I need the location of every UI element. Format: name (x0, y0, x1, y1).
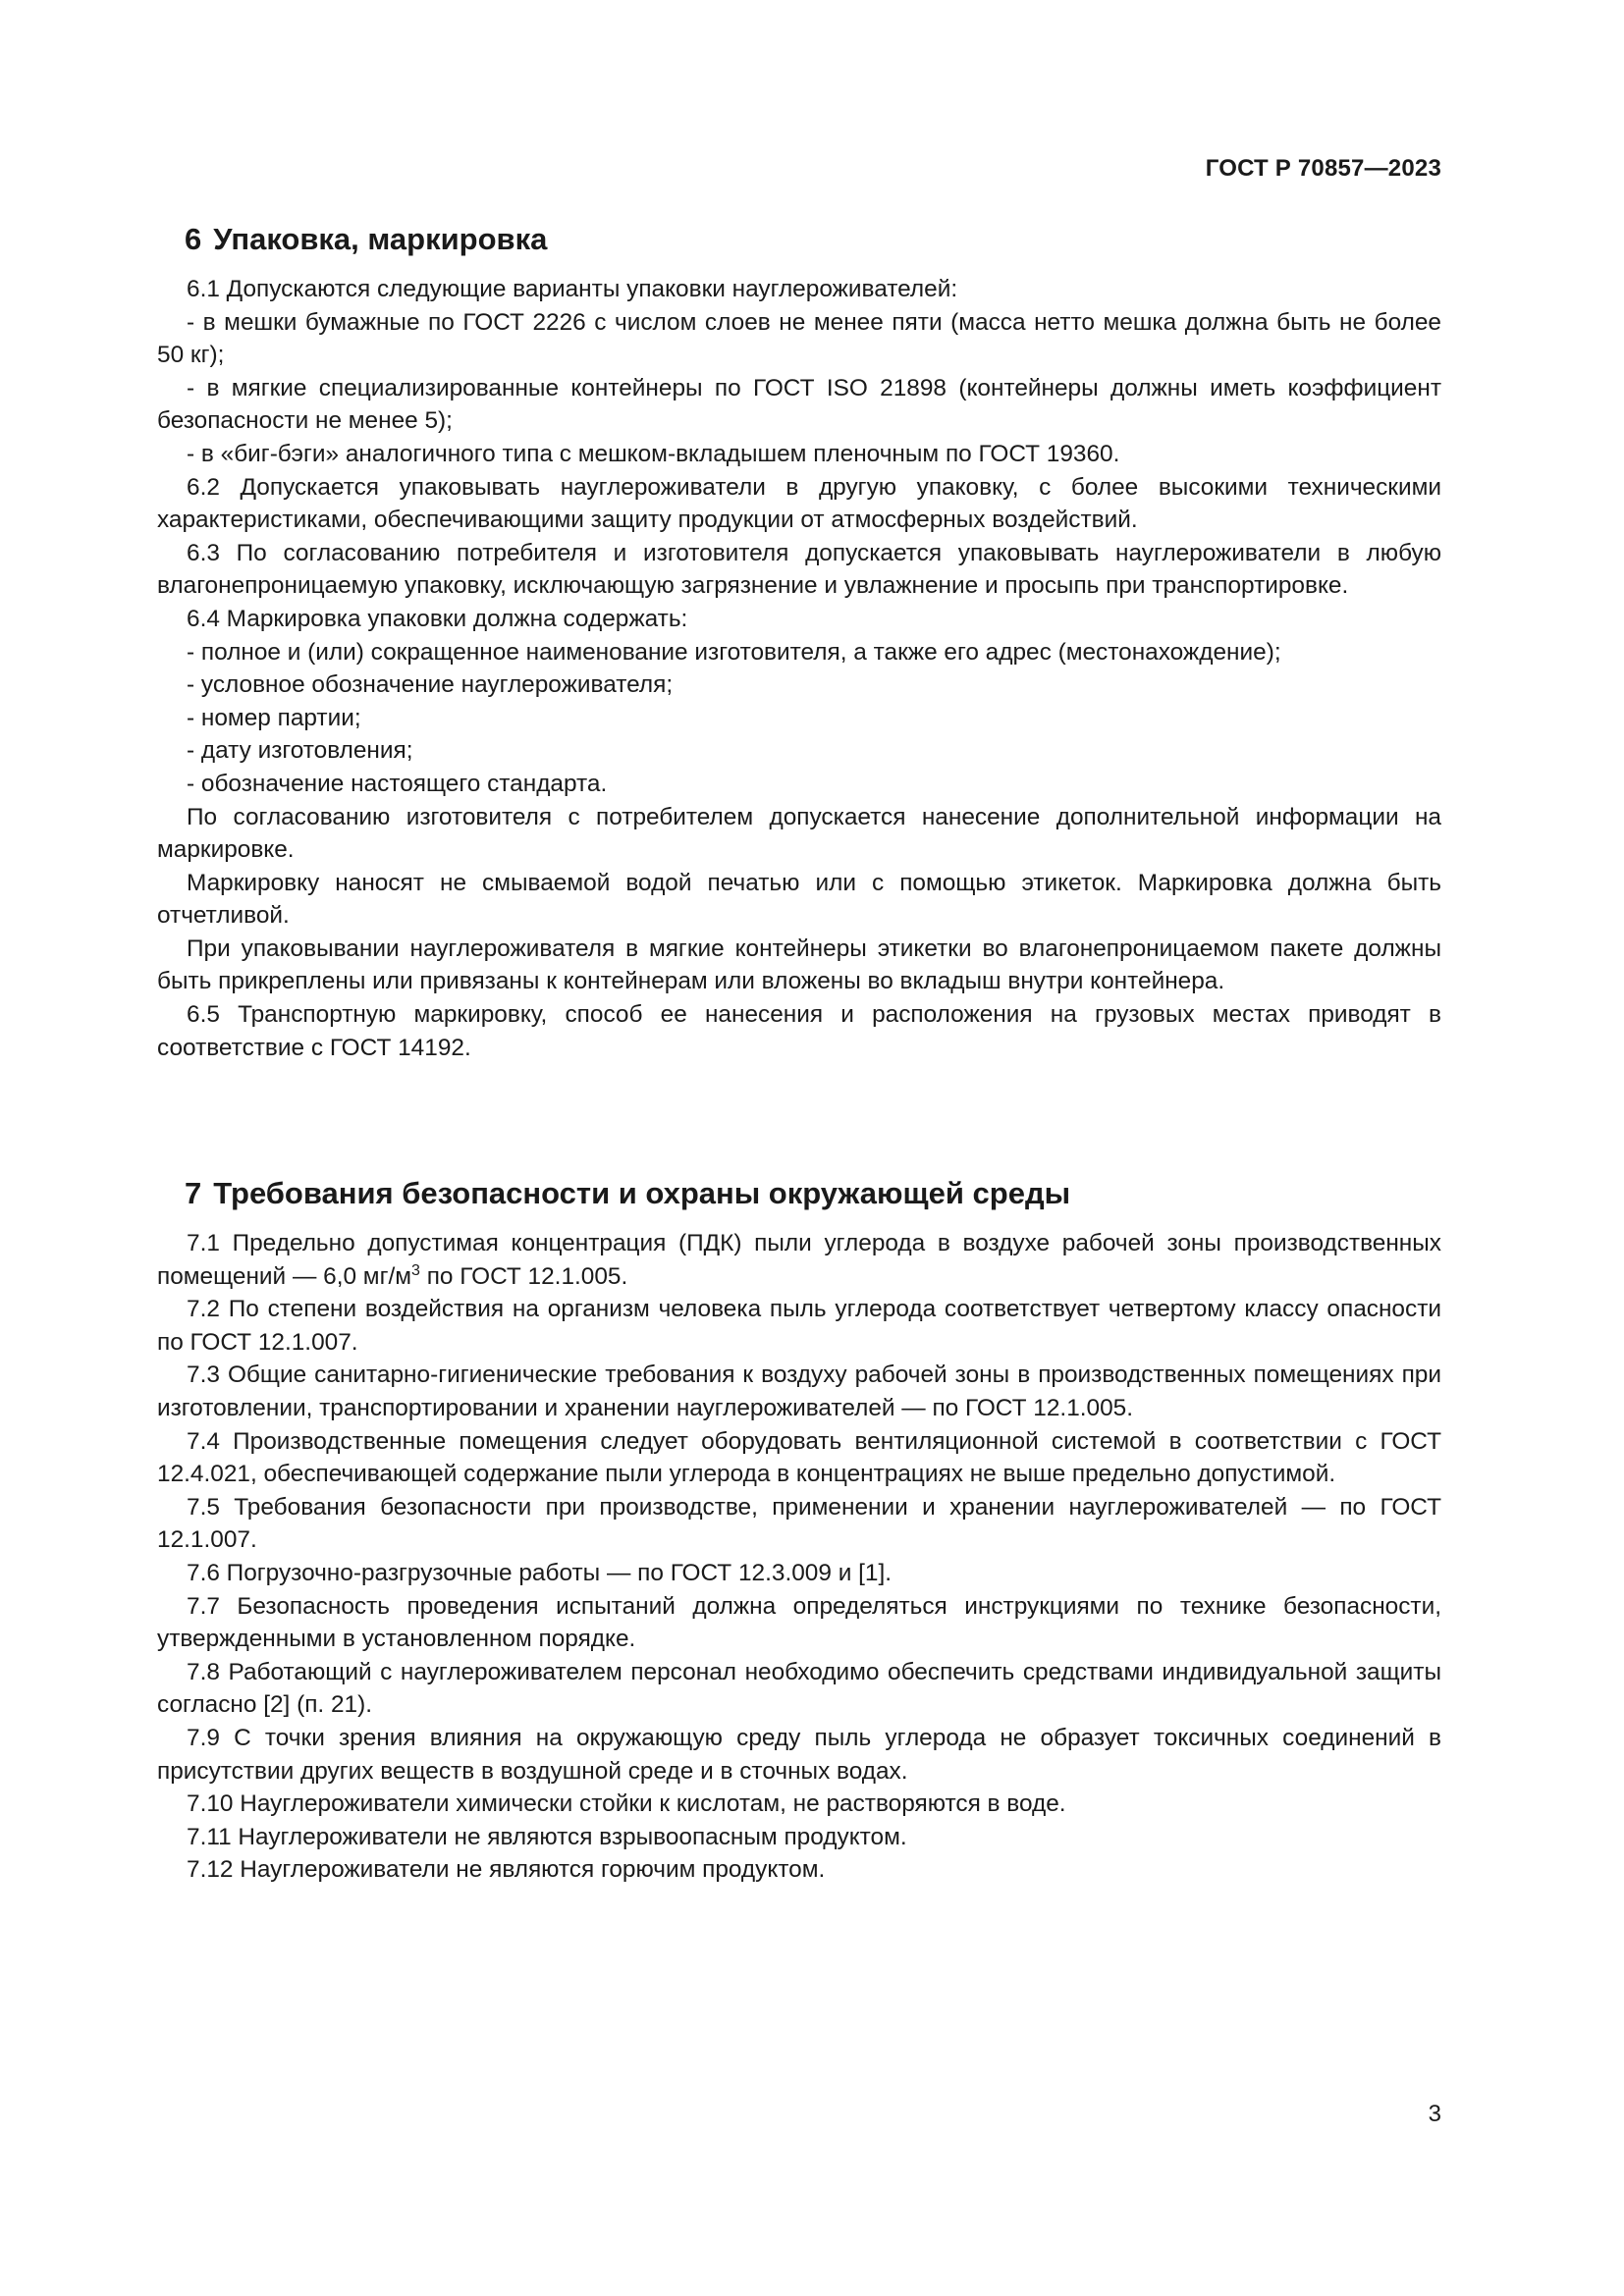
paragraph: По согласованию изготовителя с потребителем допускается нанесение дополнительной информации на маркировке. (157, 803, 1441, 864)
paragraph: 6.3 По согласованию потребителя и изготовителя допускается упаковывать науглероживатели в любую влагонепроницаемую упаковку, исключающую загрязнение и увлажнение и просыпь при транспортировке. (157, 539, 1441, 600)
list-item: - номер партии; (187, 704, 361, 731)
paragraph-7-1 (157, 1227, 1441, 1293)
list-item: - условное обозначение науглероживателя; (187, 671, 674, 699)
standard-id: ГОСТ Р 70857—2023 (1205, 155, 1441, 182)
section-7-heading (185, 1174, 1441, 1213)
list-item: - в мешки бумажные по ГОСТ 2226 с числом слоев не менее пяти (масса нетто мешка должна быть не более 50 кг); (157, 308, 1441, 369)
list-item: - обозначение настоящего стандарта. (187, 770, 608, 797)
paragraph: 7.9 С точки зрения влияния на окружающую среду пыль углерода не образует токсичных соединений в присутствии других веществ в воздушной среде и в сточных водах. (157, 1724, 1441, 1785)
list-item: - в «биг-бэги» аналогичного типа с мешком-вкладышем пленочным по ГОСТ 19360. (187, 440, 1120, 467)
paragraph: 7.10 Науглероживатели химически стойки к кислотам, не растворяются в воде. (187, 1790, 1066, 1818)
paragraph: 7.4 Производственные помещения следует оборудовать вентиляционной системой в соответствии с ГОСТ 12.4.021, обеспечивающей содержание пыли углерода в концентрациях не выше предельно допустимой. (157, 1427, 1441, 1488)
paragraph: 7.7 Безопасность проведения испытаний должна определяться инструкциями по технике безопасности, утвержденными в установленном порядке. (157, 1592, 1441, 1653)
paragraph: 7.12 Науглероживатели не являются горючим продуктом. (187, 1856, 826, 1884)
section-7-title: Требования безопасности и охраны окружающей среды (213, 1176, 1071, 1210)
section-6-heading (185, 220, 1441, 259)
paragraph: 6.2 Допускается упаковывать науглероживатели в другую упаковку, с более высокими техническими характеристиками, обеспечивающими защиту продукции от атмосферных воздействий. (157, 473, 1441, 534)
page-number: 3 (1428, 2101, 1441, 2127)
paragraph: 7.11 Науглероживатели не являются взрывоопасным продуктом. (187, 1823, 907, 1850)
list-item: - в мягкие специализированные контейнеры по ГОСТ ISO 21898 (контейнеры должны иметь коэффициент безопасности не менее 5); (157, 374, 1441, 435)
paragraph: Маркировку наносят не смываемой водой печатью или с помощью этикеток. Маркировка должна быть отчетливой. (157, 869, 1441, 930)
paragraph: 6.1 Допускаются следующие варианты упаковки науглероживателей: (187, 276, 958, 302)
p71-superscript: 3 (411, 1261, 420, 1279)
paragraph: 6.4 Маркировка упаковки должна содержать: (187, 605, 688, 632)
paragraph: 7.6 Погрузочно-разгрузочные работы — по ГОСТ 12.3.009 и [1]. (187, 1559, 892, 1586)
section-6-number: 6 (185, 222, 202, 256)
section-7 (157, 1174, 1441, 1887)
paragraph: 6.5 Транспортную маркировку, способ ее нанесения и расположения на грузовых местах приводят в соответствие с ГОСТ 14192. (157, 1001, 1441, 1061)
section-7-number: 7 (185, 1176, 202, 1210)
p71-text: 7.1 Предельно допустимая концентрация (ПДК) пыли углерода в воздухе рабочей зоны производственных помещений — 6,0 мг/м (157, 1230, 1441, 1290)
section-6-title: Упаковка, маркировка (213, 222, 548, 256)
paragraph: При упаковывании науглероживателя в мягкие контейнеры этикетки во влагонепроницаемом пакете должны быть прикреплены или привязаны к контейнерам или вложены во вкладыш внутри контейнера. (157, 934, 1441, 995)
section-6 (157, 220, 1441, 1064)
paragraph: 7.5 Требования безопасности при производстве, применении и хранении науглероживателей — по ГОСТ 12.1.007. (157, 1493, 1441, 1554)
p71-text-end: по ГОСТ 12.1.005. (419, 1262, 628, 1290)
paragraph: 7.3 Общие санитарно-гигиенические требования к воздуху рабочей зоны в производственных помещениях при изготовлении, транспортировании и хранении науглероживателей — по ГОСТ 12.1.005. (157, 1362, 1441, 1421)
list-item: - дату изготовления; (187, 737, 413, 765)
paragraph: 7.8 Работающий с науглероживателем персонал необходимо обеспечить средствами индивидуальной защиты согласно [2] (п. 21). (157, 1658, 1441, 1719)
paragraph: 7.2 По степени воздействия на организм человека пыль углерода соответствует четвертому классу опасности по ГОСТ 12.1.007. (157, 1296, 1441, 1356)
list-item: - полное и (или) сокращенное наименование изготовителя, а также его адрес (местонахождение); (187, 638, 1281, 666)
